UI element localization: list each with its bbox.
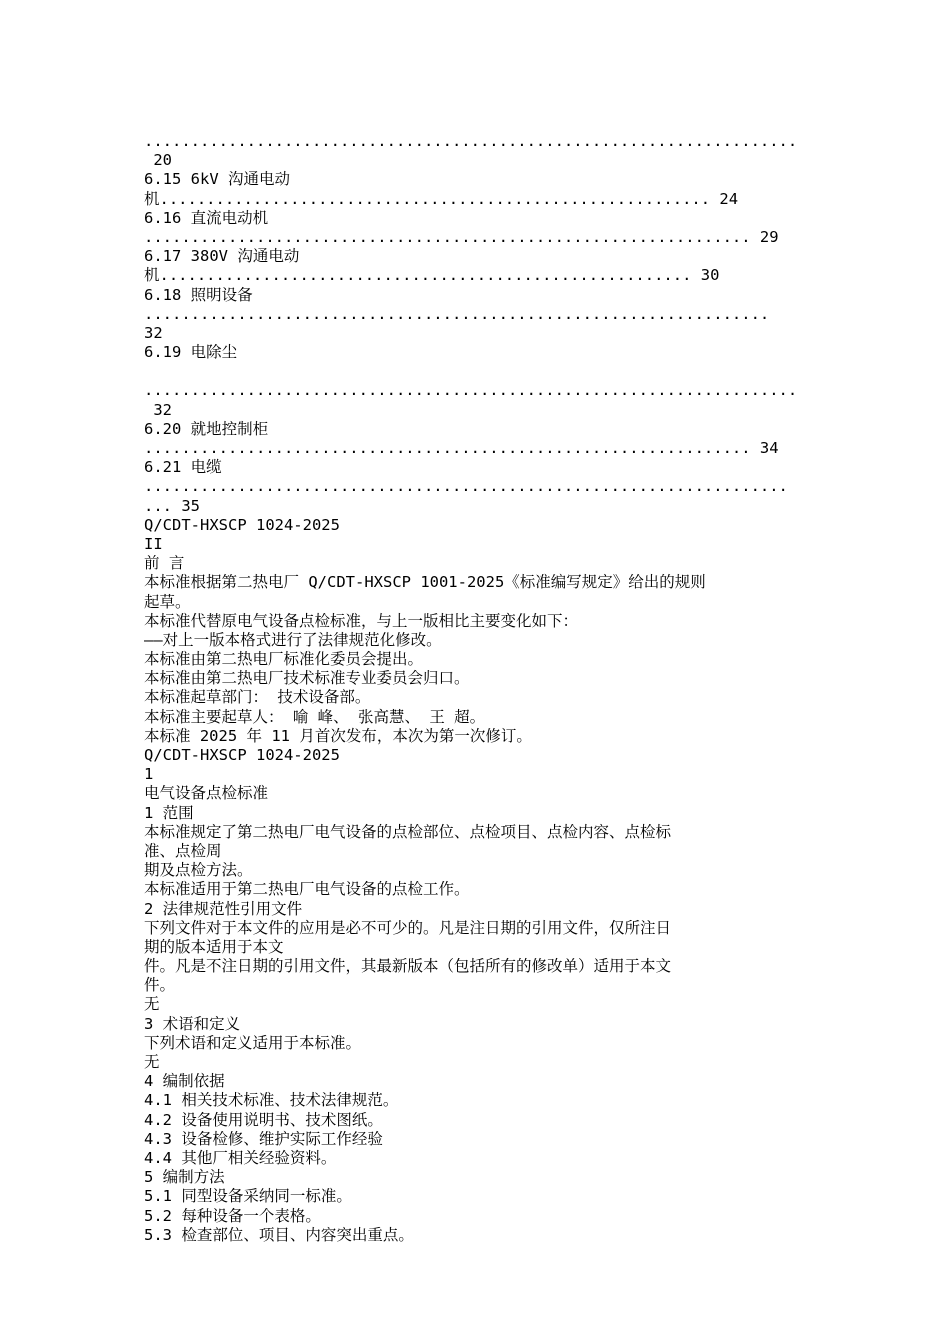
text-line: 32 (144, 323, 163, 342)
text-line: ...................................................................... (144, 132, 798, 150)
text-line: 本标准主要起草人： 喻 峰、 张高慧、 王 超。 (144, 707, 486, 726)
text-line: 机......................................................... 30 (144, 266, 720, 285)
text-line: 5 编制方法 (144, 1168, 225, 1187)
text-line: 32 (144, 400, 172, 419)
text-line: 件。 (144, 976, 176, 995)
text-line: 2 法律规范性引用文件 (144, 899, 303, 918)
text-line: 1 (144, 765, 154, 784)
text-line: ——对上一版本格式进行了法律规范化修改。 (144, 630, 442, 649)
text-line: II (144, 534, 163, 553)
text-line: 20 (144, 151, 172, 170)
text-line: 6.18 照明设备 (144, 285, 253, 304)
text-line: 机........................................................... 24 (144, 189, 739, 208)
text-line: ... 35 (144, 496, 200, 515)
text-line: 1 范围 (144, 803, 194, 822)
text-line (144, 362, 824, 381)
text-line: 本标准由第二热电厂标准化委员会提出。 (144, 650, 424, 669)
text-line: 6.19 电除尘 (144, 343, 238, 362)
text-line: 本标准根据第二热电厂 Q/CDT-HXSCP 1001-2025《标准编写规定》给出的规则 (144, 573, 706, 592)
text-line: Q/CDT-HXSCP 1024-2025 (144, 746, 340, 764)
text-line: 无 (144, 1053, 160, 1071)
text-line: 准、点检周 (144, 841, 222, 860)
text-line: 本标准适用于第二热电厂电气设备的点检工作。 (144, 880, 470, 899)
text-line: 6.21 电缆 (144, 458, 222, 477)
text-line: 期的版本适用于本文 (144, 937, 284, 956)
text-line: ...................................................................... (144, 381, 798, 400)
text-line: 起草。 (144, 592, 191, 611)
text-line: 5.1 同型设备采纳同一标准。 (144, 1187, 352, 1206)
document-page (144, 132, 824, 1245)
text-line: 6.16 直流电动机 (144, 208, 269, 227)
text-line: 5.2 每种设备一个表格。 (144, 1206, 321, 1225)
text-line: 本标准起草部门： 技术设备部。 (144, 688, 371, 707)
text-line: 件。凡是不注日期的引用文件，其最新版本（包括所有的修改单）适用于本文 (144, 957, 672, 976)
text-line: 本标准代替原电气设备点检标准，与上一版相比主要变化如下： (144, 611, 579, 630)
text-line: 电气设备点检标准 (144, 784, 269, 803)
text-line: 无 (144, 995, 160, 1014)
text-line: 5.3 检查部位、项目、内容突出重点。 (144, 1225, 414, 1244)
text-line: 6.15 6kV 沟通电动 (144, 170, 290, 189)
text-line: ................................................................... (144, 304, 770, 323)
text-line: ..................................................................... (144, 477, 788, 496)
text-line: 4.4 其他厂相关经验资料。 (144, 1148, 337, 1167)
text-line: Q/CDT-HXSCP 1024-2025 (144, 515, 340, 534)
text-line: 4.3 设备检修、维护实际工作经验 (144, 1129, 383, 1148)
text-line: 3 术语和定义 (144, 1014, 241, 1033)
text-line: 6.20 就地控制柜 (144, 419, 269, 438)
text-line: ................................................................. 34 (144, 439, 779, 457)
text-line: 本标准规定了第二热电厂电气设备的点检部位、点检项目、点检内容、点检标 (144, 822, 672, 841)
text-line: 6.17 380V 沟通电动 (144, 247, 300, 266)
text-line: 本标准 2025 年 11 月首次发布，本次为第一次修订。 (144, 726, 532, 745)
text-line: 下列文件对于本文件的应用是必不可少的。凡是注日期的引用文件，仅所注日 (144, 918, 672, 937)
text-line: 4.2 设备使用说明书、技术图纸。 (144, 1110, 383, 1129)
text-line: 期及点检方法。 (144, 861, 253, 880)
text-line: 4 编制依据 (144, 1072, 225, 1091)
text-line: 本标准由第二热电厂技术标准专业委员会归口。 (144, 669, 470, 688)
text-line: 前 言 (144, 554, 185, 573)
text-line: 4.1 相关技术标准、技术法律规范。 (144, 1091, 399, 1110)
text-line: 下列术语和定义适用于本标准。 (144, 1033, 362, 1052)
text-line: ................................................................. 29 (144, 227, 779, 246)
